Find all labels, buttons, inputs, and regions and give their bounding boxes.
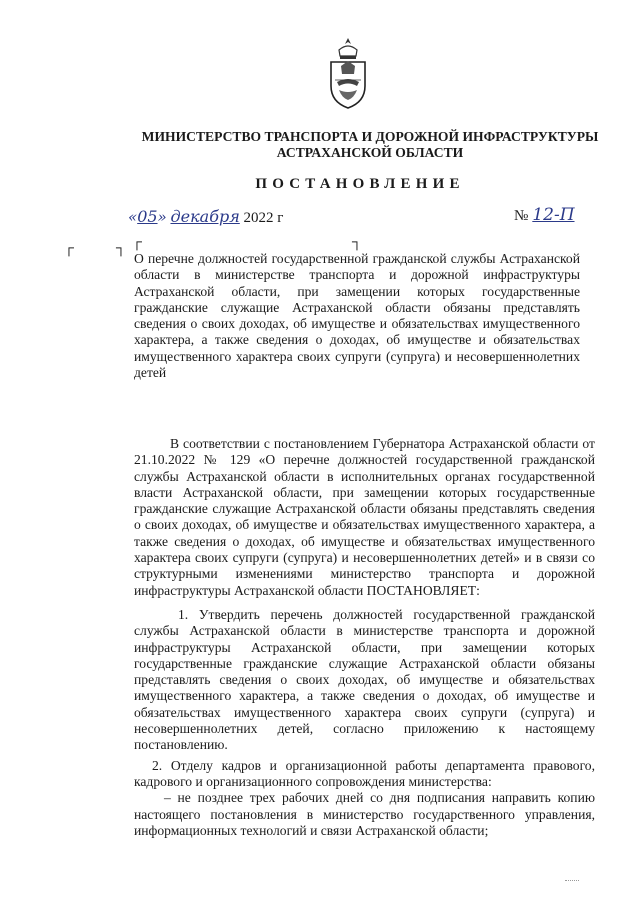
document-number	[514, 205, 575, 225]
number-value: 12-П	[532, 205, 575, 225]
number-prefix: №	[514, 208, 529, 224]
bracket-corner-right: ┐	[116, 241, 126, 256]
bracket-corner-right-2: ┐	[352, 235, 362, 250]
date-close-quote: »	[157, 208, 167, 226]
ministry-header	[120, 129, 620, 161]
body-paragraph-1: В соответствии с постановлением Губернатора Астраханской области от 21.10.2022 № 129 «О перечне должностей государственной гражданской службы Астраханской области в исполнительных органах государственной власти Астраханской области, при замещении которых государственные гражданские служащие Астраханской области обязаны представлять сведения о своих доходах, об имуществе и обязательствах имущественного характера, а также сведения о доходах, об имуществе и обязательствах имущественного характера своих супруги (супруга) и несовершеннолетних детей» и в связи со структурными изменениями министерство транспорта и дорожной инфраструктуры Астраханской области ПОСТАНОВЛЯЕТ:	[134, 436, 595, 598]
document-body	[134, 436, 595, 839]
document-title: ПОСТАНОВЛЕНИЕ	[255, 176, 465, 192]
body-paragraph-2: 1. Утвердить перечень должностей государственной гражданской службы Астраханской области в министерстве транспорта и дорожной инфраструктуры Астраханской области, при замещении которых государственные гражданские служащие Астраханской области обязаны представлять сведения о своих доходах, об имуществе и обязательствах имущественного характера, а также сведения о доходах, об имуществе и обязательствах имущественного характера своих супруги (супруга) и несовершеннолетних детей, согласно приложению к настоящему постановлению.	[134, 606, 595, 753]
coat-of-arms-emblem	[327, 36, 369, 112]
header-line-2: АСТРАХАНСКОЙ ОБЛАСТИ	[276, 145, 464, 160]
document-subject: О перечне должностей государственной гражданской службы Астраханской области в министерстве транспорта и дорожной инфраструктуры Астраханской области, при замещении которых государственные гражданские служащие Астраханской области обязаны представлять сведения о своих доходах, об имуществе и обязательствах имущественного характера, а также сведения о доходах, об имуществе и обязательствах имущественного характера своих супруги (супруга) и несовершеннолетних детей	[134, 251, 580, 381]
date-month: декабря	[170, 207, 240, 226]
date-day: 05	[137, 207, 158, 226]
bracket-corner-left-2: ┌	[132, 235, 142, 250]
header-line-1: МИНИСТЕРСТВО ТРАНСПОРТА И ДОРОЖНОЙ ИНФРАСТРУКТУРЫ	[141, 129, 599, 144]
body-paragraph-3: 2. Отделу кадров и организационной работы департамента правового, кадрового и организационного сопровождения министерства:	[134, 757, 595, 789]
document-date	[128, 207, 283, 227]
date-open-quote: «	[128, 208, 138, 226]
body-paragraph-4: – не позднее трех рабочих дней со дня подписания направить копию настоящего постановления в министерство государственного управления, информационных технологий и связи Астраханской области;	[134, 790, 595, 838]
scan-mark	[565, 880, 579, 883]
date-year: 2022 г	[243, 210, 284, 226]
bracket-corner-left: ┌	[64, 241, 74, 256]
